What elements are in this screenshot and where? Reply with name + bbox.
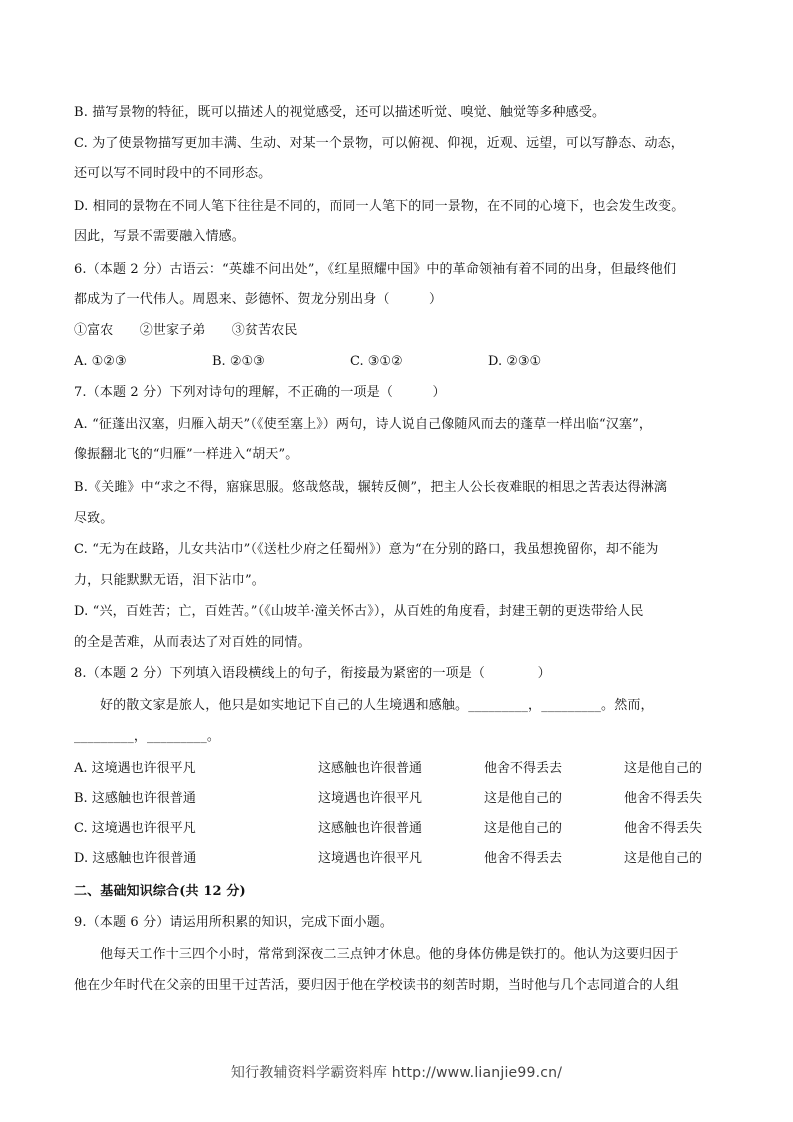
option-b-text: B. 描写景物的特征，既可以描述人的视觉感受，还可以描述听觉、嗅觉、触觉等多种感受。	[74, 105, 606, 120]
option-d-continued: 因此，写景不需要融入情感。	[74, 229, 245, 244]
q8-option-b-col1: B. 这感触也许很普通	[74, 791, 196, 806]
q6-option-a: A. ①②③	[74, 354, 127, 369]
question-8-passage-continued: _________，_________。	[74, 729, 220, 744]
q8-option-b-col3: 这是他自己的	[484, 791, 563, 806]
question-8-passage: 好的散文家是旅人，他只是如实地记下自己的人生境遇和感触。_________，_________。然而，	[100, 698, 654, 713]
question-9-passage: 他每天工作十三四个小时，常常到深夜二三点钟才休息。他的身体仿佛是铁打的。他认为这要归因于	[100, 947, 679, 962]
q6-option-c: C. ③①②	[350, 354, 403, 369]
option-d-text: D. 相同的景物在不同人笔下往往是不同的，而同一人笔下的同一景物，在不同的心境下，也会发生改变。	[74, 199, 685, 214]
q8-option-a-col1: A. 这境遇也许很平凡	[74, 761, 196, 776]
q7-option-a-continued: 像振翻北飞的“归雁”一样进入“胡天”。	[74, 447, 299, 462]
q8-option-a-col3: 他舍不得丢去	[484, 761, 563, 776]
question-6-items: ①富农 ②世家子弟 ③贫苦农民	[74, 323, 298, 338]
question-9-passage-continued: 他在少年时代在父亲的田里干过苦活，要归因于他在学校读书的刻苦时期，当时他与几个志同道合的人组	[74, 978, 679, 993]
question-9-stem: 9.（本题 6 分）请运用所积累的知识，完成下面小题。	[74, 915, 393, 930]
q7-option-a: A. “征蓬出汉塞，归雁入胡天”（《使至塞上》）两句，诗人说自己像随风而去的蓬草一样出临“汉塞”，	[74, 417, 653, 432]
q7-option-c-continued: 力，只能默默无语，泪下沾巾”。	[74, 573, 265, 588]
q8-option-c-col3: 这是他自己的	[484, 821, 563, 836]
q8-option-d-col4: 这是他自己的	[624, 851, 703, 866]
q8-option-b-col2: 这境遇也许很平凡	[318, 791, 423, 806]
q8-option-a-col4: 这是他自己的	[624, 761, 703, 776]
q7-option-d-continued: 的全是苦难，从而表达了对百姓的同情。	[74, 635, 311, 650]
q8-option-d-col1: D. 这感触也许很普通	[74, 851, 197, 866]
q8-option-c-col1: C. 这境遇也许很平凡	[74, 821, 196, 836]
footer-watermark: 知行教辅资料学霸资料库 http://www.lianjie99.cn/	[230, 1065, 563, 1081]
q7-option-b-continued: 尽致。	[74, 511, 114, 526]
q8-option-d-col3: 他舍不得丢去	[484, 851, 563, 866]
q6-option-b: B. ②①③	[212, 354, 265, 369]
q7-option-d: D. “兴，百姓苦；亡，百姓苦。”（《山坡羊·潼关怀古》），从百姓的角度看，封建王朝的更迭带给人民	[74, 604, 644, 619]
question-6-stem: 6.（本题 2 分）古语云：“英雄不问出处”，《红星照耀中国》中的革命领袖有着不同的出身，但最终他们	[74, 262, 677, 277]
q6-option-d: D. ②③①	[488, 354, 542, 369]
question-8-stem: 8.（本题 2 分）下列填入语段横线上的句子，衔接最为紧密的一项是（ ）	[74, 666, 551, 681]
option-c-continued: 还可以写不同时段中的不同形态。	[74, 166, 272, 181]
question-7-stem: 7.（本题 2 分）下列对诗句的理解，不正确的一项是（ ）	[74, 385, 446, 400]
q8-option-c-col2: 这感触也许很普通	[318, 821, 423, 836]
q8-option-d-col2: 这境遇也许很平凡	[318, 851, 423, 866]
section-2-heading: 二、基础知识综合(共 12 分)	[74, 884, 246, 899]
q8-option-a-col2: 这感触也许很普通	[318, 761, 423, 776]
q8-option-c-col4: 他舍不得丢失	[624, 821, 703, 836]
q8-option-b-col4: 他舍不得丢失	[624, 791, 703, 806]
q7-option-b: B.《关雎》中“求之不得，寤寐思服。悠哉悠哉，辗转反侧”，把主人公长夜难眠的相思之苦表达得淋漓	[74, 480, 668, 495]
option-c-text: C. 为了使景物描写更加丰满、生动、对某一个景物，可以俯视、仰视，近观、远望，可以写静态、动态，	[74, 136, 684, 151]
question-6-stem-continued: 都成为了一代伟人。周恩来、彭德怀、贺龙分别出身（ ）	[74, 292, 443, 307]
q7-option-c: C. “无为在歧路，儿女共沾巾”（《送杜少府之任蜀州》）意为“在分别的路口，我虽想挽留你，却不能为	[74, 542, 659, 557]
